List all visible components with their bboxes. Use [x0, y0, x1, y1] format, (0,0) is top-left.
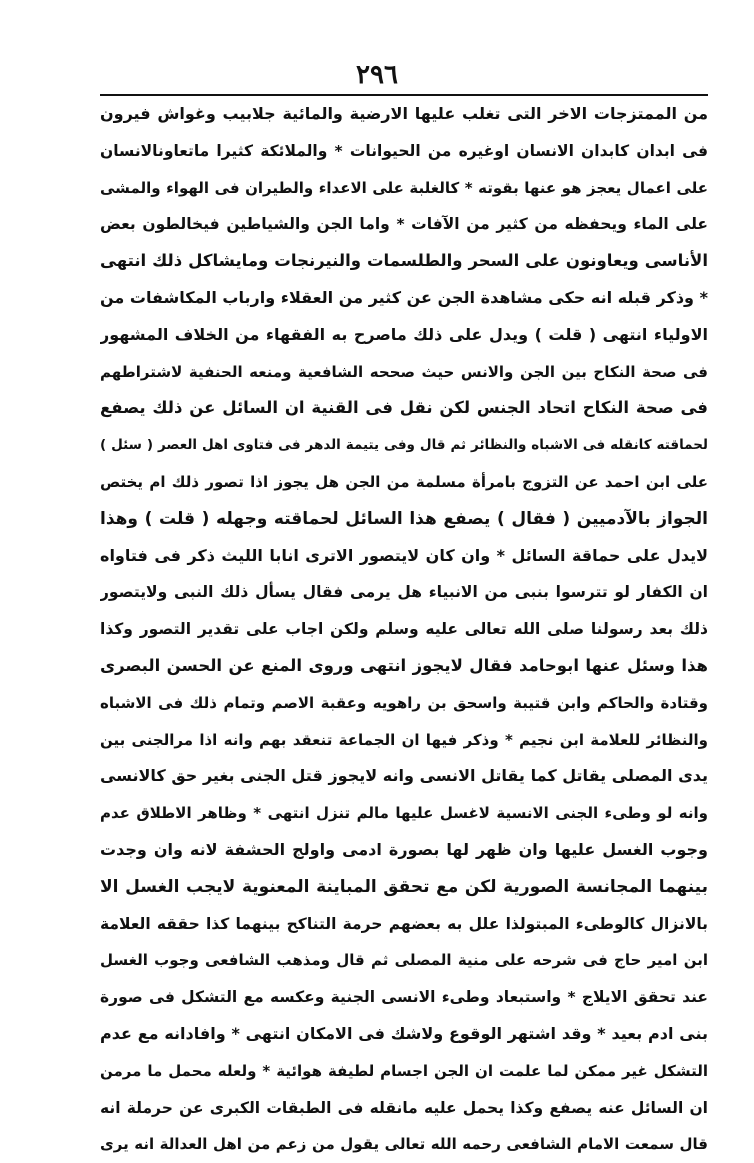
text-line: وانه لو وطىء الجنى الانسية لاغسل عليها مالم تنزل انتهى * وظاهر الاطلاق عدم — [100, 804, 708, 823]
text-line: بينهما المجانسة الصورية لكن مع تحقق المباينة المعنوية لايجب الغسل الا — [100, 876, 708, 897]
text-line: وجوب الغسل عليها وان ظهر لها بصورة ادمى واولج الحشفة لانه وان وجدت — [100, 839, 708, 859]
body-text — [100, 96, 708, 1163]
text-line: هذا وسئل عنها ابوحامد فقال لايجوز انتهى وروى المنع عن الحسن البصرى — [100, 655, 708, 675]
text-line: ان السائل عنه يصفع وكذا يحمل عليه مانقله فى الطبقات الكبرى عن حرملة انه — [100, 1098, 708, 1117]
text-line: الجواز بالآدميين ( فقال ) يصفع هذا السائل لحماقته وجهله ( قلت ) وهذا — [100, 508, 708, 529]
text-line: وقتادة والحاكم وابن قتيبة واسحق بن راهويه وعقبة الاصم وتمام ذلك فى الاشباه — [100, 693, 708, 712]
text-line: قال سمعت الامام الشافعى رحمه الله تعالى يقول من زعم من اهل العدالة انه يرى — [100, 1135, 708, 1154]
text-line: بالانزال كالوطىء المبتولذا علل به بعضهم حرمة التناكح بينهما كذا حققه العلامة — [100, 914, 708, 933]
text-line: الأناسى ويعاونون على السحر والطلسمات والنيرنجات ومايشاكل ذلك انتهى — [100, 251, 708, 271]
page-number: ٢٩٦ — [356, 60, 398, 90]
text-line: على اعمال يعجز هو عنها بقوته * كالغلبة على الاعداء والطيران فى الهواء والمشى — [100, 178, 708, 197]
text-line: بنى ادم بعيد * وقد اشتهر الوقوع ولاشك فى الامكان انتهى * وافادانه مع عدم — [100, 1023, 708, 1043]
text-line: فى صحة النكاح بين الجن والانس حيث صححه الشافعية ومنعه الحنفية لاشتراطهم — [100, 362, 708, 381]
text-line: * وذكر قبله انه حكى مشاهدة الجن عن كثير من العقلاء وارباب المكاشفات من — [100, 287, 708, 307]
text-line: التشكل غير ممكن لما علمت ان الجن اجسام لطيفة هوائية * ولعله محمل ما مرمن — [100, 1061, 708, 1080]
text-line: على ابن احمد عن التزوج بامرأة مسلمة من الجن هل يجوز اذا تصور ذلك ام يختص — [100, 472, 708, 491]
text-line: لحماقته كانقله فى الاشباه والنظائر ثم قال وفى يتيمة الدهر فى فتاوى اهل العصر ( سئل ) — [100, 437, 708, 454]
text-line: والنظائر للعلامة ابن نجيم * وذكر فيها ان الجماعة تنعقد بهم وانه اذا مرالجنى بين — [100, 730, 708, 749]
text-line: ذلك بعد رسولنا صلى الله تعالى عليه وسلم ولكن اجاب على تقدير التصور وكذا — [100, 620, 708, 639]
text-line: لايدل على حماقة السائل * وان كان لايتصور الاترى انابا الليث ذكر فى فتاواه — [100, 545, 708, 565]
text-line: فى ابدان كابدان الانسان اوغيره من الحيوانات * والملائكة كثيرا ماتعاونالانسان — [100, 141, 708, 160]
text-line: من الممتزجات الاخر التى تغلب عليها الارضية والمائية جلابيب وغواش فيرون — [100, 104, 708, 123]
text-line: فى صحة النكاح اتحاد الجنس لكن نقل فى القنية ان السائل عن ذلك يصفع — [100, 398, 708, 418]
text-line: يدى المصلى يقاتل كما يقاتل الانسى وانه لايجوز قتل الجنى بغير حق كالانسى — [100, 766, 708, 786]
text-line: عند تحقق الايلاج * واستبعاد وطىء الانسى الجنية وعكسه مع التشكل فى صورة — [100, 988, 708, 1007]
text-line: الاولياء انتهى ( قلت ) ويدل على ذلك ماصرح به الفقهاء من الخلاف المشهور — [100, 324, 708, 344]
text-line: ان الكفار لو تترسوا بنبى من الانبياء هل يرمى فقال يسأل ذلك النبى ولايتصور — [100, 583, 708, 602]
text-line: ابن امير حاج فى شرحه على منية المصلى ثم قال ومذهب الشافعى وجوب الغسل — [100, 951, 708, 970]
text-line: على الماء ويحفظه من كثير من الآفات * واما الجن والشياطين فيخالطون بعض — [100, 215, 708, 234]
